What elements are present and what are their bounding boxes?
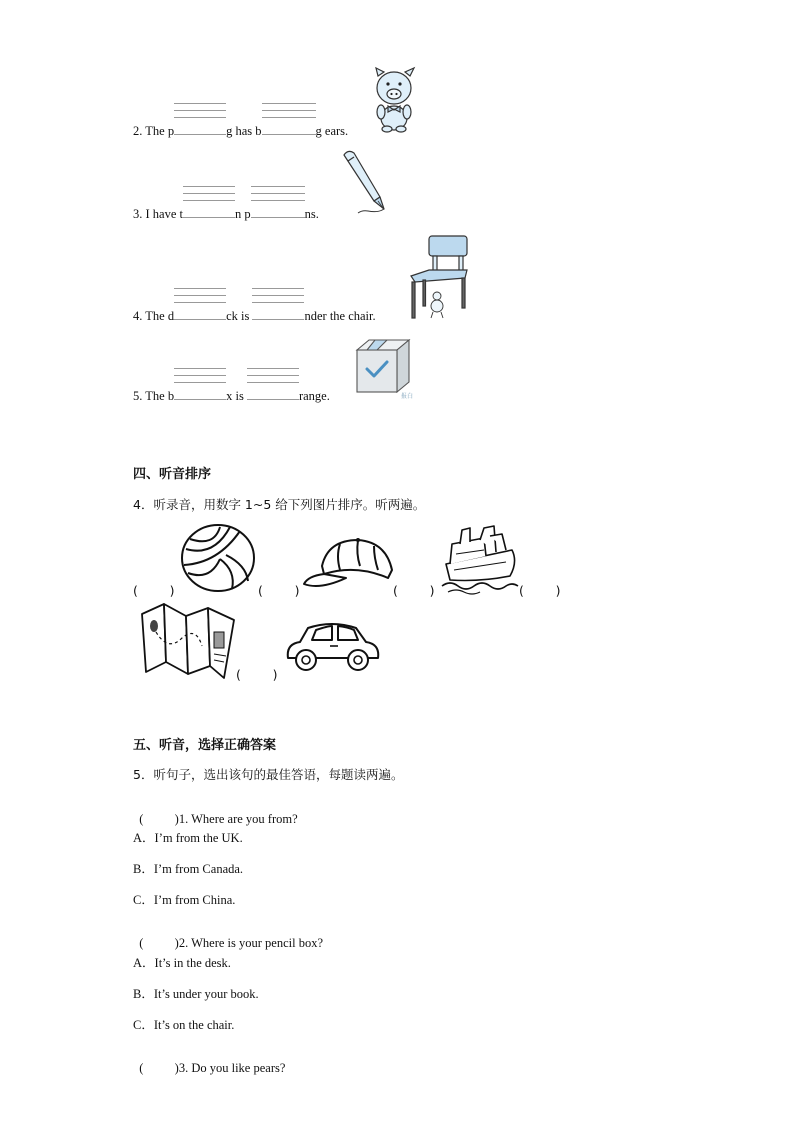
writing-lines[interactable] <box>174 388 226 400</box>
pen-icon <box>338 147 396 217</box>
watermark-text: 报白 <box>401 393 414 400</box>
writing-lines[interactable] <box>174 308 226 320</box>
box-icon <box>355 338 419 400</box>
question-row: ( )3. Do you like pears? <box>139 1061 286 1075</box>
option-c: C．It’s on the chair. <box>133 1018 235 1032</box>
cap-icon <box>300 536 398 592</box>
writing-lines[interactable] <box>247 388 299 400</box>
writing-lines[interactable] <box>252 308 304 320</box>
pig-icon <box>370 66 420 134</box>
writing-lines[interactable] <box>183 206 235 218</box>
car-icon <box>282 618 384 676</box>
spelling-item: 5. The b x is range. <box>133 388 330 403</box>
option-a: A．I’m from the UK. <box>133 831 243 845</box>
section-instruction: 5．听句子，选出该句的最佳答语，每题读两遍。 <box>133 767 404 782</box>
section-heading: 五、听音，选择正确答案 <box>133 738 277 753</box>
section-instruction: 4．听录音，用数字 1~5 给下列图片排序。听两遍。 <box>133 497 426 512</box>
chair-with-duck-icon <box>407 234 471 320</box>
answer-blank[interactable]: ( ) <box>139 1061 179 1075</box>
map-icon <box>138 602 238 678</box>
answer-blank[interactable]: ( ) <box>236 667 278 682</box>
answer-blank[interactable]: ( ) <box>393 583 435 598</box>
writing-lines[interactable] <box>251 206 305 218</box>
answer-blank[interactable]: ( ) <box>519 583 561 598</box>
answer-blank[interactable]: ( ) <box>258 583 300 598</box>
writing-lines[interactable] <box>174 123 226 135</box>
question-row: ( )1. Where are you from? <box>139 812 298 826</box>
option-a: A．It’s in the desk. <box>133 956 231 970</box>
option-b: B．It’s under your book. <box>133 987 259 1001</box>
option-b: B．I’m from Canada. <box>133 862 244 876</box>
section-heading: 四、听音排序 <box>133 467 212 482</box>
answer-blank[interactable]: ( ) <box>133 583 175 598</box>
answer-blank[interactable]: ( ) <box>139 936 179 950</box>
spelling-item: 4. The d ck is nder the chair. <box>133 308 376 323</box>
ship-icon <box>440 520 520 596</box>
volleyball-icon <box>180 523 260 593</box>
answer-blank[interactable]: ( ) <box>139 812 179 826</box>
option-c: C．I’m from China. <box>133 893 236 907</box>
spelling-item: 3. I have t n p ns. <box>133 206 319 221</box>
question-row: ( )2. Where is your pencil box? <box>139 936 323 950</box>
spelling-item: 2. The p g has b g ears. <box>133 123 348 138</box>
writing-lines[interactable] <box>262 123 316 135</box>
